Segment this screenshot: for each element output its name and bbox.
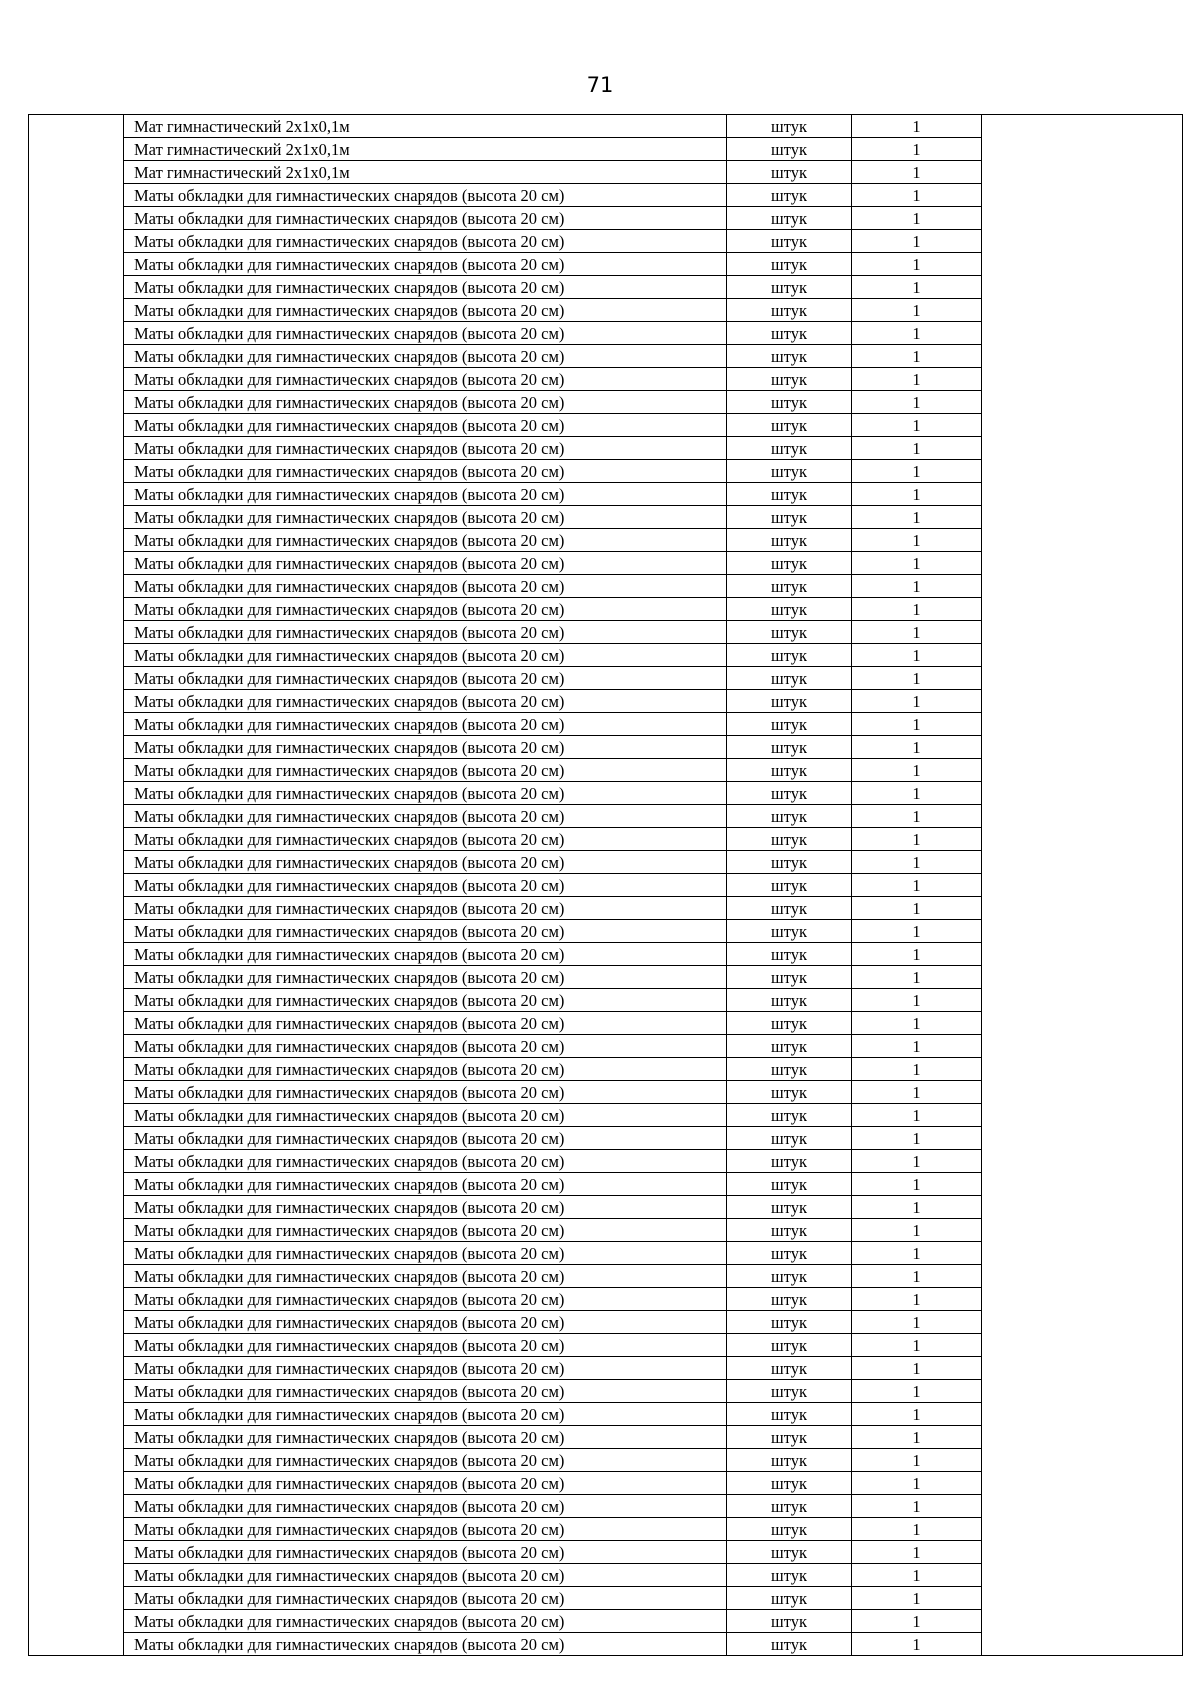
item-name-cell: Маты обкладки для гимнастических снарядов (высота 20 см) [124, 851, 727, 874]
unit-cell: штук [727, 1426, 852, 1449]
item-name-cell: Маты обкладки для гимнастических снарядов (высота 20 см) [124, 552, 727, 575]
quantity-cell: 1 [852, 483, 982, 506]
quantity-cell: 1 [852, 1587, 982, 1610]
unit-cell: штук [727, 828, 852, 851]
item-name-cell: Мат гимнастический 2х1х0,1м [124, 138, 727, 161]
quantity-cell: 1 [852, 230, 982, 253]
quantity-cell: 1 [852, 667, 982, 690]
unit-cell: штук [727, 1472, 852, 1495]
unit-cell: штук [727, 138, 852, 161]
item-name-cell: Маты обкладки для гимнастических снарядов (высота 20 см) [124, 1196, 727, 1219]
quantity-cell: 1 [852, 299, 982, 322]
quantity-cell: 1 [852, 414, 982, 437]
quantity-cell: 1 [852, 368, 982, 391]
quantity-cell: 1 [852, 1564, 982, 1587]
quantity-cell: 1 [852, 529, 982, 552]
item-name-cell: Маты обкладки для гимнастических снарядов (высота 20 см) [124, 828, 727, 851]
item-name-cell: Маты обкладки для гимнастических снарядов (высота 20 см) [124, 437, 727, 460]
unit-cell: штук [727, 1012, 852, 1035]
item-name-cell: Маты обкладки для гимнастических снарядов (высота 20 см) [124, 1610, 727, 1633]
item-name-cell: Маты обкладки для гимнастических снарядов (высота 20 см) [124, 1012, 727, 1035]
item-name-cell: Маты обкладки для гимнастических снарядов (высота 20 см) [124, 506, 727, 529]
item-name-cell: Маты обкладки для гимнастических снарядов (высота 20 см) [124, 1058, 727, 1081]
quantity-cell: 1 [852, 1127, 982, 1150]
unit-cell: штук [727, 736, 852, 759]
unit-cell: штук [727, 1127, 852, 1150]
item-name-cell: Маты обкладки для гимнастических снарядов (высота 20 см) [124, 299, 727, 322]
quantity-cell: 1 [852, 506, 982, 529]
unit-cell: штук [727, 460, 852, 483]
item-name-cell: Маты обкладки для гимнастических снарядов (высота 20 см) [124, 1587, 727, 1610]
unit-cell: штук [727, 598, 852, 621]
item-name-cell: Маты обкладки для гимнастических снарядов (высота 20 см) [124, 713, 727, 736]
equipment-table [28, 114, 1183, 1656]
unit-cell: штук [727, 1495, 852, 1518]
unit-cell: штук [727, 1058, 852, 1081]
unit-cell: штук [727, 1242, 852, 1265]
unit-cell: штук [727, 667, 852, 690]
item-name-cell: Маты обкладки для гимнастических снарядов (высота 20 см) [124, 1495, 727, 1518]
item-name-cell: Маты обкладки для гимнастических снарядов (высота 20 см) [124, 1311, 727, 1334]
quantity-cell: 1 [852, 207, 982, 230]
quantity-cell: 1 [852, 736, 982, 759]
unit-cell: штук [727, 1403, 852, 1426]
quantity-cell: 1 [852, 1173, 982, 1196]
item-name-cell: Маты обкладки для гимнастических снарядов (высота 20 см) [124, 1127, 727, 1150]
quantity-cell: 1 [852, 782, 982, 805]
item-name-cell: Маты обкладки для гимнастических снарядов (высота 20 см) [124, 276, 727, 299]
quantity-cell: 1 [852, 115, 982, 138]
quantity-cell: 1 [852, 276, 982, 299]
quantity-cell: 1 [852, 1104, 982, 1127]
item-name-cell: Маты обкладки для гимнастических снарядов (высота 20 см) [124, 621, 727, 644]
quantity-cell: 1 [852, 851, 982, 874]
quantity-cell: 1 [852, 966, 982, 989]
quantity-cell: 1 [852, 1495, 982, 1518]
unit-cell: штук [727, 1610, 852, 1633]
unit-cell: штук [727, 529, 852, 552]
unit-cell: штук [727, 759, 852, 782]
item-name-cell: Маты обкладки для гимнастических снарядов (высота 20 см) [124, 690, 727, 713]
quantity-cell: 1 [852, 621, 982, 644]
quantity-cell: 1 [852, 1334, 982, 1357]
quantity-cell: 1 [852, 1081, 982, 1104]
quantity-cell: 1 [852, 1633, 982, 1656]
quantity-cell: 1 [852, 1219, 982, 1242]
quantity-cell: 1 [852, 874, 982, 897]
unit-cell: штук [727, 1288, 852, 1311]
unit-cell: штук [727, 1311, 852, 1334]
unit-cell: штук [727, 1449, 852, 1472]
item-name-cell: Маты обкладки для гимнастических снарядов (высота 20 см) [124, 782, 727, 805]
quantity-cell: 1 [852, 1058, 982, 1081]
unit-cell: штук [727, 966, 852, 989]
quantity-cell: 1 [852, 391, 982, 414]
quantity-cell: 1 [852, 897, 982, 920]
quantity-cell: 1 [852, 1196, 982, 1219]
unit-cell: штук [727, 1196, 852, 1219]
quantity-cell: 1 [852, 1403, 982, 1426]
quantity-cell: 1 [852, 1242, 982, 1265]
unit-cell: штук [727, 207, 852, 230]
unit-cell: штук [727, 713, 852, 736]
item-name-cell: Маты обкладки для гимнастических снарядов (высота 20 см) [124, 989, 727, 1012]
item-name-cell: Маты обкладки для гимнастических снарядов (высота 20 см) [124, 1449, 727, 1472]
quantity-cell: 1 [852, 759, 982, 782]
unit-cell: штук [727, 621, 852, 644]
item-name-cell: Маты обкладки для гимнастических снарядов (высота 20 см) [124, 1081, 727, 1104]
quantity-cell: 1 [852, 1541, 982, 1564]
unit-cell: штук [727, 851, 852, 874]
merged-blank-cell-left [29, 115, 124, 1656]
merged-blank-cell-right [982, 115, 1183, 1656]
unit-cell: штук [727, 437, 852, 460]
item-name-cell: Маты обкладки для гимнастических снарядов (высота 20 см) [124, 1104, 727, 1127]
quantity-cell: 1 [852, 1150, 982, 1173]
quantity-cell: 1 [852, 552, 982, 575]
unit-cell: штук [727, 690, 852, 713]
quantity-cell: 1 [852, 920, 982, 943]
quantity-cell: 1 [852, 598, 982, 621]
quantity-cell: 1 [852, 805, 982, 828]
item-name-cell: Маты обкладки для гимнастических снарядов (высота 20 см) [124, 1564, 727, 1587]
item-name-cell: Маты обкладки для гимнастических снарядов (высота 20 см) [124, 230, 727, 253]
item-name-cell: Маты обкладки для гимнастических снарядов (высота 20 см) [124, 644, 727, 667]
item-name-cell: Маты обкладки для гимнастических снарядов (высота 20 см) [124, 1541, 727, 1564]
unit-cell: штук [727, 391, 852, 414]
quantity-cell: 1 [852, 1311, 982, 1334]
quantity-cell: 1 [852, 161, 982, 184]
equipment-table-body [29, 115, 1183, 1656]
item-name-cell: Мат гимнастический 2х1х0,1м [124, 161, 727, 184]
unit-cell: штук [727, 506, 852, 529]
unit-cell: штук [727, 1380, 852, 1403]
item-name-cell: Маты обкладки для гимнастических снарядов (высота 20 см) [124, 184, 727, 207]
quantity-cell: 1 [852, 253, 982, 276]
unit-cell: штук [727, 1587, 852, 1610]
unit-cell: штук [727, 345, 852, 368]
quantity-cell: 1 [852, 1426, 982, 1449]
quantity-cell: 1 [852, 1610, 982, 1633]
item-name-cell: Маты обкладки для гимнастических снарядов (высота 20 см) [124, 1334, 727, 1357]
item-name-cell: Маты обкладки для гимнастических снарядов (высота 20 см) [124, 966, 727, 989]
item-name-cell: Маты обкладки для гимнастических снарядов (высота 20 см) [124, 920, 727, 943]
quantity-cell: 1 [852, 1012, 982, 1035]
quantity-cell: 1 [852, 322, 982, 345]
item-name-cell: Маты обкладки для гимнастических снарядов (высота 20 см) [124, 460, 727, 483]
unit-cell: штук [727, 1081, 852, 1104]
quantity-cell: 1 [852, 184, 982, 207]
unit-cell: штук [727, 184, 852, 207]
item-name-cell: Маты обкладки для гимнастических снарядов (высота 20 см) [124, 1173, 727, 1196]
quantity-cell: 1 [852, 1449, 982, 1472]
item-name-cell: Маты обкладки для гимнастических снарядов (высота 20 см) [124, 483, 727, 506]
item-name-cell: Маты обкладки для гимнастических снарядов (высота 20 см) [124, 736, 727, 759]
unit-cell: штук [727, 552, 852, 575]
item-name-cell: Маты обкладки для гимнастических снарядов (высота 20 см) [124, 1265, 727, 1288]
item-name-cell: Маты обкладки для гимнастических снарядов (высота 20 см) [124, 1403, 727, 1426]
unit-cell: штук [727, 115, 852, 138]
unit-cell: штук [727, 1104, 852, 1127]
unit-cell: штук [727, 575, 852, 598]
item-name-cell: Маты обкладки для гимнастических снарядов (высота 20 см) [124, 529, 727, 552]
unit-cell: штук [727, 368, 852, 391]
item-name-cell: Маты обкладки для гимнастических снарядов (высота 20 см) [124, 1242, 727, 1265]
quantity-cell: 1 [852, 1288, 982, 1311]
item-name-cell: Маты обкладки для гимнастических снарядов (высота 20 см) [124, 414, 727, 437]
unit-cell: штук [727, 1265, 852, 1288]
item-name-cell: Маты обкладки для гимнастических снарядов (высота 20 см) [124, 1288, 727, 1311]
unit-cell: штук [727, 1564, 852, 1587]
unit-cell: штук [727, 644, 852, 667]
item-name-cell: Маты обкладки для гимнастических снарядов (высота 20 см) [124, 1472, 727, 1495]
item-name-cell: Маты обкладки для гимнастических снарядов (высота 20 см) [124, 598, 727, 621]
unit-cell: штук [727, 414, 852, 437]
unit-cell: штук [727, 253, 852, 276]
item-name-cell: Маты обкладки для гимнастических снарядов (высота 20 см) [124, 391, 727, 414]
item-name-cell: Маты обкладки для гимнастических снарядов (высота 20 см) [124, 1518, 727, 1541]
quantity-cell: 1 [852, 690, 982, 713]
page-number: 71 [586, 73, 614, 97]
unit-cell: штук [727, 276, 852, 299]
item-name-cell: Маты обкладки для гимнастических снарядов (высота 20 см) [124, 1150, 727, 1173]
quantity-cell: 1 [852, 138, 982, 161]
quantity-cell: 1 [852, 1472, 982, 1495]
quantity-cell: 1 [852, 345, 982, 368]
item-name-cell: Маты обкладки для гимнастических снарядов (высота 20 см) [124, 322, 727, 345]
unit-cell: штук [727, 161, 852, 184]
unit-cell: штук [727, 1541, 852, 1564]
item-name-cell: Маты обкладки для гимнастических снарядов (высота 20 см) [124, 1633, 727, 1656]
unit-cell: штук [727, 483, 852, 506]
item-name-cell: Маты обкладки для гимнастических снарядов (высота 20 см) [124, 667, 727, 690]
item-name-cell: Маты обкладки для гимнастических снарядов (высота 20 см) [124, 874, 727, 897]
quantity-cell: 1 [852, 437, 982, 460]
unit-cell: штук [727, 989, 852, 1012]
quantity-cell: 1 [852, 989, 982, 1012]
item-name-cell: Маты обкладки для гимнастических снарядов (высота 20 см) [124, 897, 727, 920]
unit-cell: штук [727, 1518, 852, 1541]
item-name-cell: Маты обкладки для гимнастических снарядов (высота 20 см) [124, 1380, 727, 1403]
item-name-cell: Мат гимнастический 2х1х0,1м [124, 115, 727, 138]
quantity-cell: 1 [852, 943, 982, 966]
unit-cell: штук [727, 1150, 852, 1173]
item-name-cell: Маты обкладки для гимнастических снарядов (высота 20 см) [124, 1357, 727, 1380]
unit-cell: штук [727, 322, 852, 345]
item-name-cell: Маты обкладки для гимнастических снарядов (высота 20 см) [124, 368, 727, 391]
unit-cell: штук [727, 299, 852, 322]
quantity-cell: 1 [852, 575, 982, 598]
table-row [29, 115, 1183, 138]
quantity-cell: 1 [852, 1357, 982, 1380]
unit-cell: штук [727, 897, 852, 920]
item-name-cell: Маты обкладки для гимнастических снарядов (высота 20 см) [124, 1035, 727, 1058]
item-name-cell: Маты обкладки для гимнастических снарядов (высота 20 см) [124, 575, 727, 598]
quantity-cell: 1 [852, 1035, 982, 1058]
quantity-cell: 1 [852, 460, 982, 483]
item-name-cell: Маты обкладки для гимнастических снарядов (высота 20 см) [124, 759, 727, 782]
quantity-cell: 1 [852, 1518, 982, 1541]
quantity-cell: 1 [852, 644, 982, 667]
unit-cell: штук [727, 230, 852, 253]
item-name-cell: Маты обкладки для гимнастических снарядов (высота 20 см) [124, 253, 727, 276]
unit-cell: штук [727, 920, 852, 943]
unit-cell: штук [727, 1035, 852, 1058]
unit-cell: штук [727, 1219, 852, 1242]
item-name-cell: Маты обкладки для гимнастических снарядов (высота 20 см) [124, 943, 727, 966]
unit-cell: штук [727, 1334, 852, 1357]
unit-cell: штук [727, 1173, 852, 1196]
item-name-cell: Маты обкладки для гимнастических снарядов (высота 20 см) [124, 345, 727, 368]
unit-cell: штук [727, 805, 852, 828]
quantity-cell: 1 [852, 713, 982, 736]
quantity-cell: 1 [852, 1380, 982, 1403]
item-name-cell: Маты обкладки для гимнастических снарядов (высота 20 см) [124, 207, 727, 230]
unit-cell: штук [727, 1633, 852, 1656]
unit-cell: штук [727, 1357, 852, 1380]
unit-cell: штук [727, 874, 852, 897]
item-name-cell: Маты обкладки для гимнастических снарядов (высота 20 см) [124, 1426, 727, 1449]
unit-cell: штук [727, 782, 852, 805]
item-name-cell: Маты обкладки для гимнастических снарядов (высота 20 см) [124, 1219, 727, 1242]
quantity-cell: 1 [852, 828, 982, 851]
item-name-cell: Маты обкладки для гимнастических снарядов (высота 20 см) [124, 805, 727, 828]
unit-cell: штук [727, 943, 852, 966]
quantity-cell: 1 [852, 1265, 982, 1288]
